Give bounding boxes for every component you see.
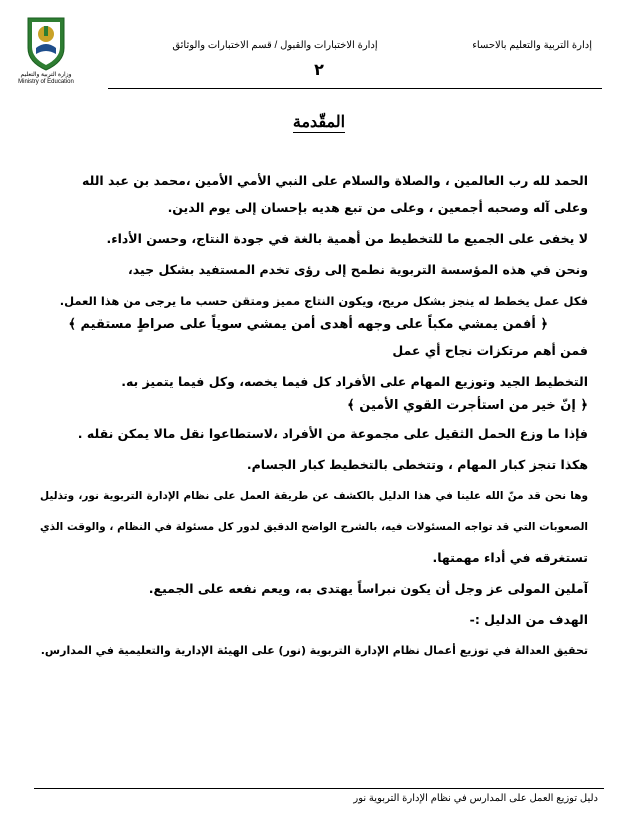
- text-line: تستغرقه في أداء مهمتها.: [432, 550, 588, 565]
- text-line: الصعوبات التي قد تواجه المسئولات فيه، بالشرح الواضح الدقيق لدور كل مسئولة في النظام ، والوقت الذي: [40, 521, 588, 533]
- footer-divider: [34, 788, 604, 789]
- quran-verse: ﴿ إنّ خير من استأجرت القوي الأمين ﴾: [347, 398, 588, 413]
- footer-text: دليل توزيع العمل على المدارس في نظام الإدارة التربوية نور: [353, 793, 598, 804]
- objective-heading: الهدف من الدليل :-: [469, 612, 588, 627]
- text-line: وعلى آله وصحبه أجمعين ، وعلى من تبع هديه بإحسان إلى يوم الدين.: [167, 200, 588, 215]
- text-line: وها نحن قد منّ الله علينا في هذا الدليل بالكشف عن طريقة العمل على نظام الإدارة التربوية نور، وتذليل: [40, 490, 588, 502]
- text-line: فكل عمل يخطط له ينجز بشكل مريح، ويكون النتاج مميز ومتقن حسب ما يرجى من هذا العمل.: [59, 294, 588, 308]
- text-line: ونحن في هذه المؤسسة التربوية نطمح إلى رؤى تخدم المستفيد بشكل جيد،: [128, 262, 588, 277]
- header-administration: إدارة التربية والتعليم بالاحساء: [472, 40, 592, 51]
- text-line: الحمد لله رب العالمين ، والصلاة والسلام على النبي الأمي الأمين ،محمد بن عبد الله: [82, 173, 588, 188]
- ministry-caption-en: Ministry of Education: [18, 79, 74, 85]
- text-line: فمن أهم مرتكزات نجاح أي عمل: [392, 343, 588, 358]
- text-line: التخطيط الجيد وتوزيع المهام على الأفراد كل فيما يخصه، وكل فيما يتميز به.: [121, 374, 588, 389]
- text-line: هكذا تنجز كبار المهام ، وتتخطى بالتخطيط كبار الجسام.: [246, 457, 588, 472]
- quran-verse: ﴿ أفمن يمشي مكباً على وجهه أهدى أمن يمشي سوياً على صراطٍ مستقيم ﴾: [68, 317, 548, 332]
- section-title: [0, 112, 638, 131]
- text-line: لا يخفى على الجميع ما للتخطيط من أهمية بالغة في جودة النتاج، وحسن الأداء.: [106, 231, 588, 246]
- header-divider: [108, 88, 602, 89]
- section-title-text: المقّدمة: [292, 112, 346, 131]
- header-department: إدارة الاختبارات والقبول / قسم الاختبارات والوثائق: [172, 40, 378, 51]
- page-number: ٢: [314, 60, 324, 79]
- text-line: فإذا ما وزع الحمل الثقيل على مجموعة من الأفراد ،لاستطاعوا نقل مالا يمكن نقله .: [77, 426, 588, 441]
- ministry-caption: وزارة التربية والتعليم: [20, 72, 72, 78]
- objective-text: تحقيق العدالة في توزيع أعمال نظام الإدارة التربوية (نور) على الهيئة الإدارية والتعليمية في المدارس.: [40, 644, 588, 657]
- text-line: آملين المولى عز وجل أن يكون نبراساً يهتدى به، ويعم نفعه على الجميع.: [148, 581, 588, 596]
